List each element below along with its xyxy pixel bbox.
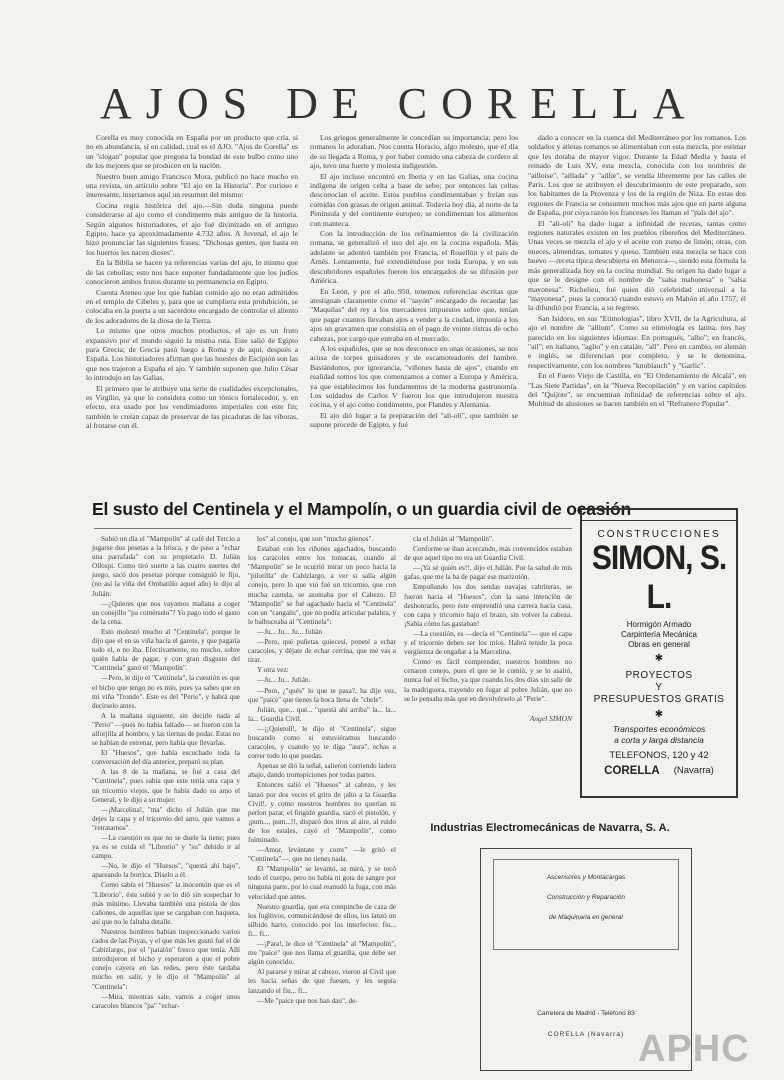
paragraph: El "Mampolín" se levantó, se miró, y se tocó todo el cuerpo, pero no había ni gota de sangre por ninguna parte, por lo cual reanudó la fuga, con más velocidad que antes. (248, 865, 396, 901)
paragraph: cía el Julián al "Mampolín". (413, 535, 494, 543)
ad-province: (Navarra) (673, 765, 714, 776)
paragraph: Subió un día el "Mampolín" al café del Tercio a jugarse dos pesetas a la brisca, y de paso a "echar una parrafada" con su propietario D. Julián Ollospi. Como tiró suerte a las cuatro suertes del juego, sacó dos pesetas porque consiguió le fijo, (no así la viña del Ombatillo aquel año) le dijo al Julián: (92, 535, 240, 598)
paragraph: A las 8 de la mañana, se fué a casa del "Centinela", pues sabía que este tenía una capa y un tricornio viejos, que le había dado su amo el General, y le dijo a su mujer: (92, 768, 240, 804)
paragraph: los" al conejo, que son "mucho güenos". (257, 535, 374, 543)
paragraph: Empuñando los dos sendas navajas cabriteras, se fueron hacia el "Huesos", con la sana intención de deshonrarlo, pero éste emprendió una carrera hacia casa, con capa y tricornio bajo el brazo, sin volver la cabeza. ¡Sabía cómo las gastaban! (404, 583, 572, 628)
story-signature: Angel SIMON (529, 713, 572, 723)
article-column-3 (528, 133, 746, 410)
paragraph: En el Fuero Viejo de Castilla, en "El Ordenamiento de Alcalá", en "Las Siete Partidas", en la "Nueva Recopilación" y en varios capítulos del "Quijote", se encuentran infinidad de referencias sobre el ajo. Multitud de alusiones se hacen también en el "Refranero Popular". (528, 371, 746, 409)
asterisk-icon: ✱ (654, 653, 664, 664)
ad-service-line: Hormigón Armado (626, 620, 692, 629)
ad-projects (582, 670, 736, 706)
paragraph: El ajo dió lugar a la preparación del "ali-oli", que también se supone procede de Egipto, y fué (310, 410, 518, 430)
ad-top-bar (582, 510, 736, 521)
ad-service-line: Obras en general (628, 640, 690, 649)
paragraph: San Isidoro, en sus "Etimologías", libro XVII, de la Agricultura, al ajo el nombre de "allium". Como su etimología es latina, nos hay parecido en los siguientes idiomas: En portugués, "alho"; en francés, "ail"; en italiano, "aglio" y en catalán, "all". Pero en cambio, en alemán e inglés, se diferencian por completo, y se le denomina, respectivamente, con los nombres "knoblauch" y "Garlic". (528, 313, 746, 370)
ad-projects-label: PROYECTOS (625, 670, 693, 681)
ad-and-label: Y (655, 682, 663, 693)
story-column-1 (92, 535, 240, 1012)
paragraph: Al pararse y mirar al cabezo, vieron al Civil que les hacía señas de que fuesen, y les seguía lanzando el fiu... fi... (248, 968, 396, 995)
paragraph: Julián, que... qué... "questá ahí arriba" la... la... la... Guardia Civil. (248, 705, 396, 723)
paragraph: Lo mismo que otros muchos productos, el ajo es un fruto expansivo por el mundo siguió la misma ruta. Este salió de Egipto para Grecia; de Grecia pasó luego a Roma y de aquí, después a España. Los historiadores afirman que las huestes de Escipión son las que nos trajeron a España el ajo. Y también suponen que Julio César lo introdujo en las Galias. (86, 326, 298, 383)
paragraph: Corella es muy conocida en España por un producto que cría, si no en abundancia, sí en calidad, cual es el AJO. "Ajos de Corella" es un "slogan" popular que pregona la bondad de este bulbo como uno de los mejores que se producen en la nación. (86, 133, 298, 171)
paragraph: —Ju... Ju... Julián. (257, 676, 311, 685)
ad-company-name: SIMON, S. L. (591, 538, 727, 616)
paragraph: —Amor, levántate y corre" —le gritó el "Centinela"—, que no tienes nada. (248, 846, 396, 864)
ad-construcciones-simon (580, 508, 738, 798)
ad-services-box (493, 859, 679, 950)
ad-service-line: de Maquinaria en general (549, 914, 623, 921)
ad-address: Carretera de Madrid - Teléfono 83 (537, 1010, 635, 1017)
paragraph: A los españoles, que se nos desconoce en unas ocasiones, se nos acusa de torpes guisadores y de escamoteadores del hambre. Bastándonos, por ignorancia, "viñones hasta de ajos", cuando en realidad somos los que comenzamos a comer a Europa y América, ya que establecimos los fundamentos de la moderna gastronomía. Los soldados de Carlos V fueron los que introdujeron nuestra cocina, y el ajo como condimento, por Flandes y Alemania. (310, 343, 518, 410)
paragraph: Conforme se iban acercando, más convencidos estaban de que aquel tipo no era un Guardia Civil. (404, 545, 572, 563)
paragraph: Entonces salió el "Huesos" al cabezo, y les lanzó por dos veces el grito de ¡alto a la Guardia Civil!, y como nuestros hombres no querían ni perlon parar, el fingido guardia, sacó el pistolón, y ¡pum..., pum...!!, disparó dos tiros al aire, al ruido de los estales, cayó el "Mampolín", como fulminado. (248, 781, 396, 844)
paragraph: Los griegos generalmente le concedían su importancia; pero los romanos lo adoraban. Nos cuenta Horacio, algo molesto, que el día de su llegada a Roma, y por haber comido una cabeza de cordero al ajo, tuvo una fuerte y molesta indigestión. (310, 133, 518, 171)
paragraph: Esto molestó mucho al "Centinela", porque le dijo que el en su viña hacía el garete, y que pagaría todo el, o no iba. Efectivamente, no mucho, sobre quién había de pagar, y con gran disgusto del "Centinela" ganó el "Mampolín". (92, 627, 240, 673)
watermark: APHC (638, 1028, 750, 1070)
paragraph: En la Biblia se hacen ya referencias varias del ajo, lo mismo que de las cebollas; esto nos hace suponer fundadamente que los judíos conocieron ambos frutos durante su permanencia en Egipto. (86, 258, 298, 287)
paragraph: —Pero, ¿"qués" lo que te pasa?, ha dije vez, que "paice" que tienes la boca llena de "chele". (248, 686, 396, 704)
asterisk-icon: ✱ (654, 709, 664, 720)
ad-transport-line: a corta y larga distancia (614, 735, 704, 745)
story-column-3 (404, 535, 572, 723)
paragraph: —Me "paice que nos han dau", de- (257, 996, 358, 1005)
paragraph: Nuestro buen amigo Francisco Mora, publicó no hace mucho en una revista, un artículo sobre "El ajo en la Historia". Por curioso e interesante, insertamos aquí un resumen del mismo: (86, 171, 298, 200)
ad-services (582, 620, 736, 650)
paragraph: Nuestros hombres habían inspeccionado varios cados de las Poyas, y el que más les gustó fué el de Cabizlargo, por el "patalón" fresco que tenía. Allí introdujeron el bicho y esperaron a que el pobre conejo cayera en las redes, pero éste tardaba mucho en salir, y le dijo el "Mampolín" al "Centinela": (92, 927, 240, 991)
ad-location (582, 765, 736, 777)
paragraph: —Pero, le dijo el "Centinela", la cuestión es que el bicho que tengo no es mío, pues ya sabes que en mi viña "l'rondo". Este es del "Perio", y habrá que decírselo antes. (92, 674, 240, 710)
ad-transport (582, 724, 736, 746)
paragraph: —La cuestión, es —decía el "Centinela"— que el capa y el tricornio deben ser los míos. Habrá tenido la poca vergüenza de engañar a la Marcelina. (404, 629, 572, 657)
paragraph: dado a conocer en la cuenca del Mediterráneo por los romanos. Los soldados y atletas romanos se alimentaban con esta mezcla, por estimar que les dotaba de mayor vigor. Durante la Edad Media y hasta el reinado de Luis XV, esta mezcla, conocida con los nombres de "ailloise", "aillada" y "aillie", se vendía libremente por las calles de París. Los que se atribuyen el descubrimiento de este preparado, son los habitantes de la Provenza y los de la región de Niza. En estas dos regiones de Francia se consumen muchos más ajos que en parte alguna de España, por cuya razón los franceses les llaman el "país del ajo". (528, 133, 746, 218)
paragraph: —Pero, qué puñetas quiecesi, poneté a echar caracoles, y déjate de echar cerrina, que me vas a tirar. (248, 638, 396, 665)
article-column-2 (310, 133, 518, 431)
ad-service-line: Carpintería Mecánica (620, 630, 698, 639)
ad-city: CORELLA (604, 765, 660, 777)
paragraph: —Ju... Ju... Ju... Julián (257, 627, 323, 636)
ad-service-line: Ascensores y Montacargas (546, 874, 626, 881)
article-column-1 (86, 133, 298, 432)
paragraph: —¡Para!, le dice el "Centinela" al "Mampolín", me "paice" que nos llama el guardia, que debe ser algún conocido. (248, 940, 396, 967)
paragraph: Como es fácil comprender, nuestros hombres no cenaron conejo, pues el que se le comió, y se lo asaltó, nunca fué el bicho, ya que cuando los dos dias sin salir de la madriguera, trayendo en fugar al pobre Julián, que no se lo pensaba más que en devolvérselo al "Perie". (404, 658, 572, 703)
paragraph: Cuenta Ateneo que los que habían comido ajo no eran admitidos en el templo de Cibeles y, para que se cumpliera esta prohibición, se colocaba en la puerta a un sacerdote encargado de controlar el aliento de los adoradores de la diosa de la Tierra. (86, 287, 298, 325)
ad-transport-line: Transportes económicos (612, 724, 706, 734)
ad-service-line: Construcción y Reparación (546, 894, 626, 901)
story-column-2 (248, 535, 396, 1007)
paragraph: —¿Quieres que nos vayamos mañana a coger un conejillo "pa comérselo"? Yo pago todo el gasto de la cena. (92, 599, 240, 626)
paragraph: —¡¡Quietoll!, le dijo el "Centinela", sigue buscando como si estuviéramos buscando caracoles, y cuando yo te diga "aura", echas a correr todo lo que puedas. (248, 724, 396, 761)
paragraph: Y otra vez: (257, 666, 289, 675)
paragraph: Como sabía el "Huesos" la inocentón que es el "Librorio", éste subió y se lo dió sin sospechar lo más mínimo. Llevaba también una pistola de dos cañones, de aquellas que se cargaban con baqueta, así que no le faltaba detalle. (92, 881, 240, 926)
paragraph: Apenas se dió la señal, salieron corriendo ladera abajo, dando tromspiciones por todas partes. (248, 762, 396, 780)
story-headline: El susto del Centinela y el Mampolín, o un guardia civil de ocasión (92, 499, 631, 519)
paragraph: Con la introducción de los refinamientos de la civilización romana, se generalizó el uso del ajo en la cocina española. Más adelante se adentró también por Francia, el Rosellón y el país de Arnés. Lentamente, fué extendiéndose por toda Europa, y en sus descubridores españoles fueron los encargados de su difusión por América. (310, 229, 518, 286)
ad-budgets-label: PRESUPUESTOS GRATIS (593, 694, 725, 705)
paragraph: Cocina regia histórica del ajo.—Sin duda ninguna puede considerarse al ajo como el condimento más antiguo de la historia. Según algunos historiadores, el ajo fué divinizado en el antiguo Egipto, hace ya aproximadamente 4.732 años. A Juvenal, el ajo le hizo pronunciar las siguientes frases: "Dichosas gentes, que hasta en los huertos les nacen dioses". (86, 200, 298, 257)
paragraph: El "ali-oli" ha dado lugar a infinidad de recetas, tantas como regiones naturales existen en los pueblos ribereños del Mediterráneo. Unas veces se mezcla el ajo y el aceite con zumo de limón; otras, con nueces, almendras, tomates y queso. También esta mezcla se hace con huevo —receta típica descubierta en Menorca—, siendo esta fórmula la más generalizada hoy en la cocina mundial. Su origen ha dado lugar a que se le designe con el nombre de "salsa mahonesa" o "salsa mayonesa". Richelieu, fué quien dió celebridad universal a la "mayonesa", pues la conoció cuando estuvo en Mahón el año 1757; él la difundió por Francia, a su regreso. (528, 218, 746, 313)
paragraph: El "Huesos", que había escuchado toda la conversación del día anterior, preparó su plan. (92, 749, 240, 767)
paragraph: —No, le dijo el "Huesos", "questá ahí bajo", apareando la borrica. Díselo a él. (92, 862, 240, 880)
paragraph: —¡Ya sé quién es!!, dijo el Julián. Por la salud de mis gafas, que me la ha de pagar ese marizotón. (404, 564, 572, 582)
paragraph: —La cuestión es que no se duele la tiene; pues ya es se cuida el "Librorio" y "su" debido ir al campo. (92, 834, 240, 861)
article-title: AJOS DE CORELLA (100, 79, 699, 128)
ad-industrias-title: Industrias Electromecánicas de Navarra, S. A. (430, 822, 670, 834)
paragraph: El primero que le atribuye una serie de cualidades excepcionales, es Virgilio, ya que lo considera como un tónico fortalecedor, y, en efecto, era usado por los vendimiadores imperiales con este fin; también le creían capaz de preservar de las picaduras de las víboras, al frotarse con él. (86, 383, 298, 431)
ad-phones: TELEFONOS, 120 y 42 (609, 750, 709, 761)
paragraph: El ajo incluso encontró en Iberia y en las Galias, una cocina indígena de origen celta a base de sebo; por entonces las celtas desconocían el aceite. Estos pueblos condimentaban y freían sus comidas con grasas de origen animal. Todavía hoy día, al norte de la Península y del continente europeo, se condimentan los alimentos con manteca. (310, 171, 518, 228)
ad-city: CORELLA (Navarra) (547, 1031, 625, 1038)
paragraph: En León, y por el año 950, tenemos referencias escritas que atestiguan claramente como el "sayón" encargado de recaudar las "Maquilas" del rey a los mercaderes impuestos sobre que, tenían que pagar cuantos llevaban ajos a vender a la ciudad, imponía a los ajos un gravamen que consistía en el pago de veinte ristras de ocho cabezas, por cargo que entraba en el mercado. (310, 286, 518, 343)
paragraph: Nuestro guardia, que era compinche de caza de los fugitivos, comunicándose de ellos, los lanzó un silbido harto, conocido por los interfectos: fiu... fi... fi... (248, 902, 396, 938)
divider (94, 528, 572, 529)
paragraph: —¡Marcelina!, "ma" dicho el Julián que me dejes la capa y el tricornio del amo, que vamos a "retratarnos". (92, 805, 240, 832)
paragraph: A la mañana siguiente, sin decirle nada al "Perio" —pues no había faltado— se fueron con la alforjilla al hombro, y las tiernas de podar. Estas no se habían de estrenar, pero había que llevarlas. (92, 711, 240, 748)
paragraph: Estaban con los riñones agachados, buscando los caracoles entre los tomacas, cuando al "Mampolín" se le ocurrió mirar un poco hacia la "pilotilla" de Cabizlargo, a ver si salía algún conejo, pero lo que vió fué un tricornio, que con mucha cautela, se asomaba por el Cabezo. El "Mampolín" se fué agachado hacia el "Centinela" con un "cangalis", que no podía articular palabra, y le balbuceaba al "Centinela": (248, 545, 396, 626)
paragraph: —Mira, mientras sale, vamos a coger unos caracoles blancos "pa" "echar- (92, 992, 240, 1010)
ad-company-type: CONSTRUCCIONES (597, 529, 721, 540)
